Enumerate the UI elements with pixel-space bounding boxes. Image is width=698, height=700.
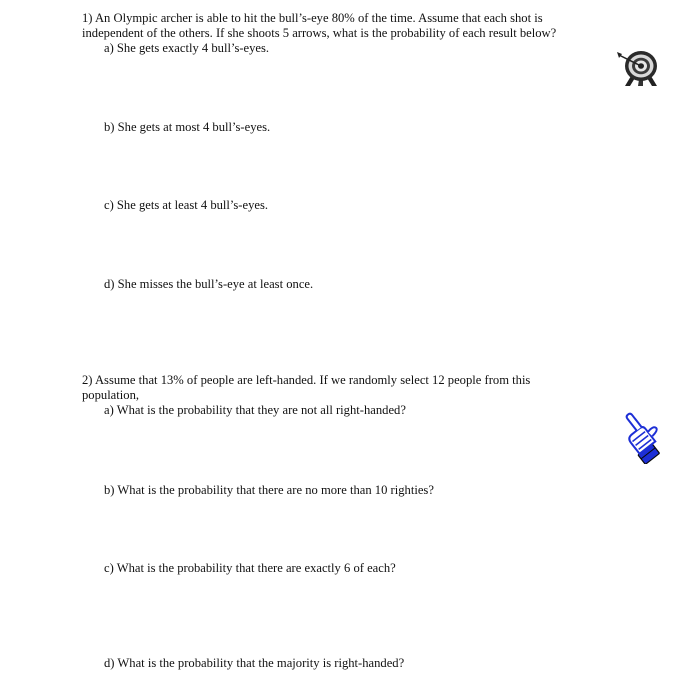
pointing-hand-icon (622, 408, 670, 464)
problem-1-part-d: d) She misses the bull’s-eye at least once. (104, 277, 314, 291)
problem-1-stem-line-2: independent of the others. If she shoots 5 arrows, what is the probability of each result below? (82, 26, 557, 40)
problem-2-stem-line-1: 2) Assume that 13% of people are left-handed. If we randomly select 12 people from this (82, 373, 531, 387)
problem-2-part-a: a) What is the probability that they are not all right-handed? (104, 403, 406, 417)
problem-1-part-c: c) She gets at least 4 bull’s-eyes. (104, 198, 269, 212)
problem-2-stem-line-2: population, (82, 388, 140, 402)
problem-2-part-c: c) What is the probability that there are exactly 6 of each? (104, 561, 396, 575)
problem-2-part-b: b) What is the probability that there are no more than 10 righties? (104, 483, 434, 497)
problem-2-part-d: d) What is the probability that the majority is right-handed? (104, 656, 405, 670)
archery-target-icon (616, 49, 666, 87)
problem-1-part-a: a) She gets exactly 4 bull’s-eyes. (104, 41, 270, 55)
problem-1-stem-line-1: 1) An Olympic archer is able to hit the bull’s-eye 80% of the time. Assume that each shot is (82, 11, 543, 25)
problem-1-part-b: b) She gets at most 4 bull’s-eyes. (104, 120, 271, 134)
